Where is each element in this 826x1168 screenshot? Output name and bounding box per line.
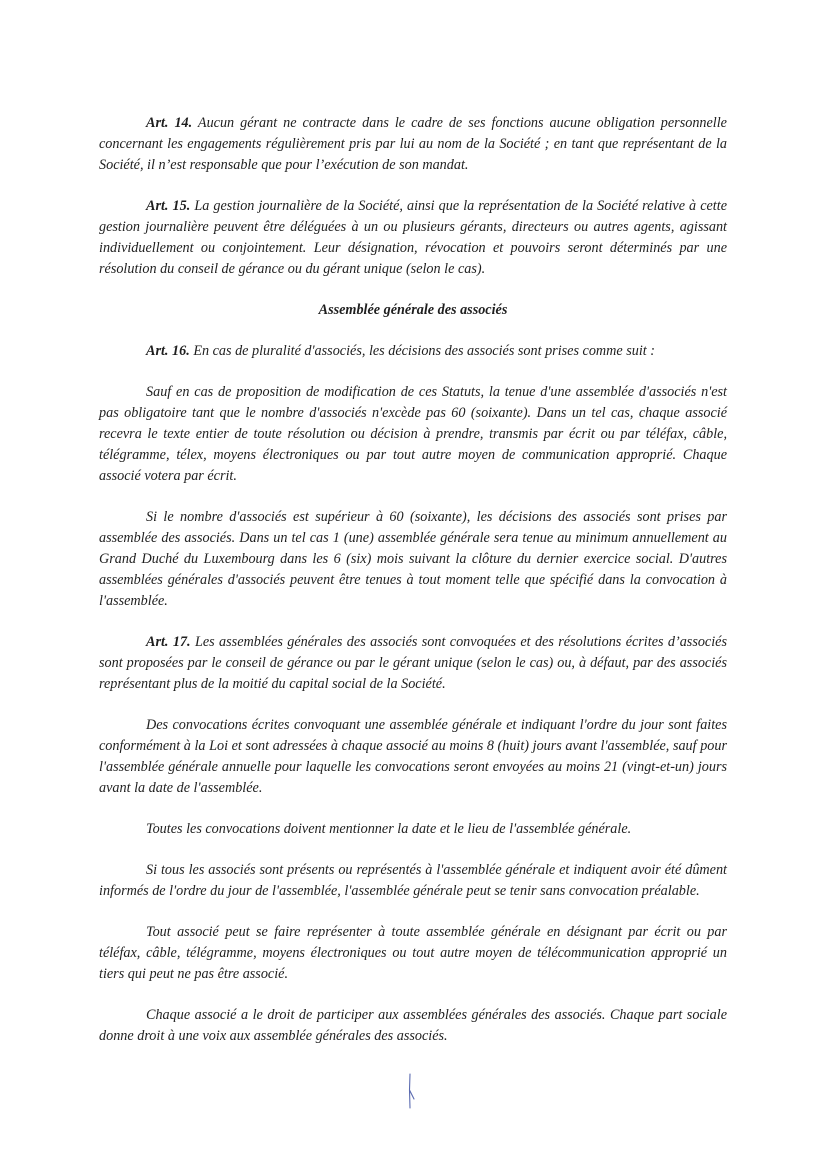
article-15-text: La gestion journalière de la Société, ainsi que la représentation de la Société relative à cette gestion journalière peuvent être déléguées à un ou plusieurs gérants, directeurs ou autres agents, agissant individuellement ou conjointement. Leur désignation, révocation et pouvoirs seront déterminés par une résolution du conseil de gérance ou du gérant unique (selon le cas).: [99, 198, 727, 277]
article-14-text: Aucun gérant ne contracte dans le cadre de ses fonctions aucune obligation personnelle concernant les engagements régulièrement pris par lui au nom de la Société ; en tant que représentant de la Société, il n’est responsable que pour l’exécution de son mandat.: [99, 115, 727, 173]
article-16: [99, 341, 727, 362]
article-16-label: Art. 16.: [146, 343, 190, 359]
article-17-paragraph-2: Toutes les convocations doivent mentionner la date et le lieu de l'assemblée générale.: [146, 821, 632, 837]
article-14: [99, 113, 727, 176]
article-17-label: Art. 17.: [146, 634, 191, 650]
article-17-paragraph-3: Si tous les associés sont présents ou représentés à l'assemblée générale et indiquent avoir été dûment informés de l'ordre du jour de l'assemblée, l'assemblée générale peut se tenir sans convocation préalable.: [99, 862, 727, 899]
article-17-paragraph-5: Chaque associé a le droit de participer aux assemblées générales des associés. Chaque part sociale donne droit à une voix aux assemblée générales des associés.: [99, 1007, 727, 1044]
document-page: [99, 113, 727, 1067]
article-16-paragraph-2: Si le nombre d'associés est supérieur à 60 (soixante), les décisions des associés sont prises par assemblée des associés. Dans un tel cas 1 (une) assemblée générale sera tenue au minimum annuellement au Grand Duché du Luxembourg dans les 6 (six) mois suivant la clôture du dernier exercice social. D'autres assemblées générales d'associés peuvent être tenues à tout moment telle que spécifié dans la convocation à l'assemblée.: [99, 509, 727, 609]
article-17: [99, 632, 727, 695]
article-14-label: Art. 14.: [146, 115, 193, 131]
article-17-paragraph-1: Des convocations écrites convoquant une assemblée générale et indiquant l'ordre du jour sont faites conformément à la Loi et sont adressées à chaque associé au moins 8 (huit) jours avant l'assemblée, sauf pour l'assemblée générale annuelle pour laquelle les convocations seront envoyées au moins 21 (vingt-et-un) jours avant la date de l'assemblée.: [99, 717, 727, 796]
article-16-paragraph-1: Sauf en cas de proposition de modification de ces Statuts, la tenue d'une assemblée d'associés n'est pas obligatoire tant que le nombre d'associés n'excède pas 60 (soixante). Dans un tel cas, chaque associé recevra le texte entier de toute résolution ou décision à prendre, transmis par écrit ou par téléfax, câble, télégramme, télex, moyens électroniques ou par tout autre moyen de communication approprié. Chaque associé votera par écrit.: [99, 384, 727, 484]
article-17-paragraph-4: Tout associé peut se faire représenter à toute assemblée générale en désignant par écrit ou par téléfax, câble, télégramme, moyens électroniques ou tout autre moyen de télécommunication approprié un tiers qui peut ne pas être associé.: [99, 924, 727, 982]
initial-mark: [403, 1072, 417, 1112]
section-heading: Assemblée générale des associés: [318, 302, 508, 318]
article-15: [99, 196, 727, 280]
article-16-text: En cas de pluralité d'associés, les décisions des associés sont prises comme suit :: [189, 343, 656, 359]
article-17-text: Les assemblées générales des associés sont convoquées et des résolutions écrites d’associés sont proposées par le conseil de gérance ou par le gérant unique (selon le cas) ou, à défaut, par des associés représentant plus de la moitié du capital social de la Société.: [99, 634, 727, 692]
article-15-label: Art. 15.: [146, 198, 191, 214]
